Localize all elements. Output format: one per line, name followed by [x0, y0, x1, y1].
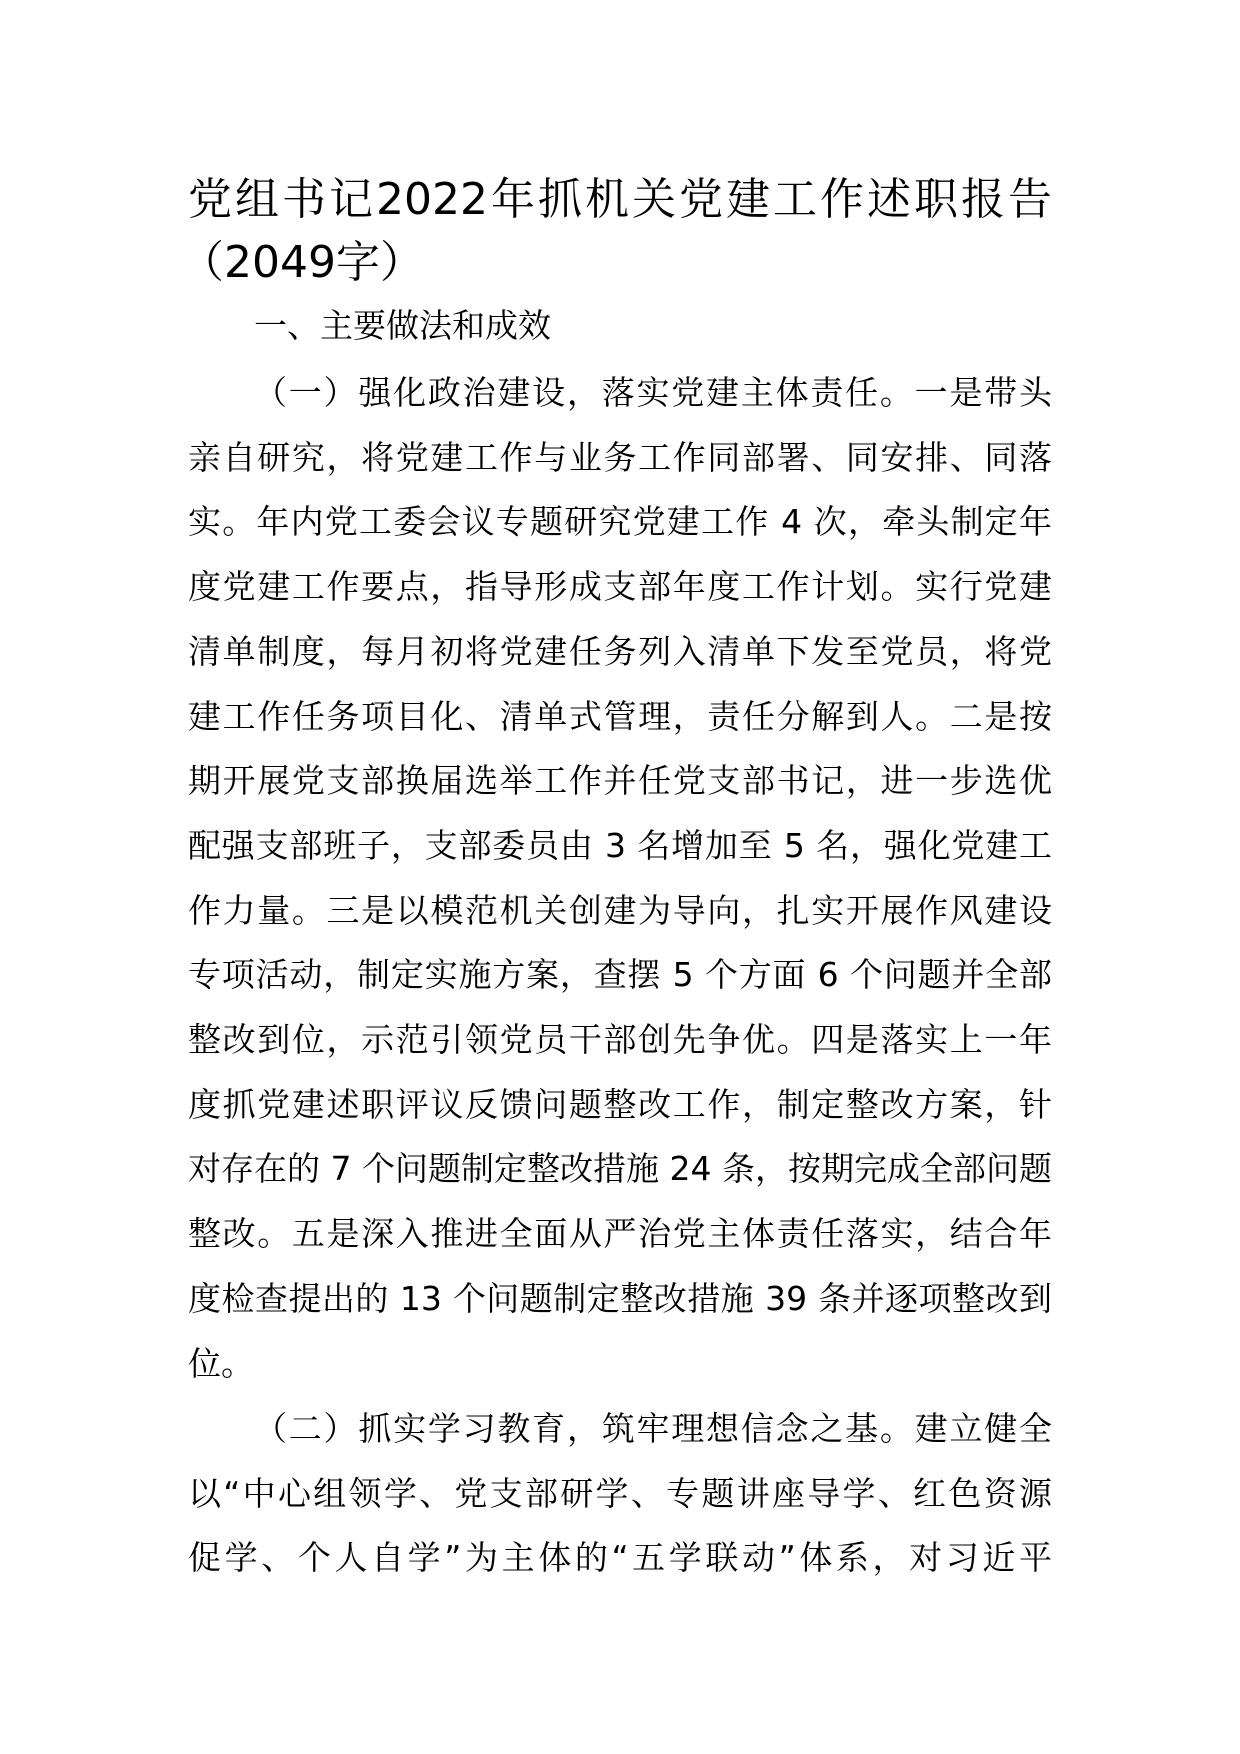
text-line: 位。 — [188, 1343, 254, 1383]
document-title-wordcount: （2049字） — [180, 237, 424, 288]
text-line: （二）抓实学习教育，筑牢理想信念之基。建立健全 — [254, 1409, 1052, 1448]
text-line: 配强支部班子，支部委员由 3 名增加至 5 名，强化党建工 — [188, 825, 1052, 865]
text-line: 度党建工作要点，指导形成支部年度工作计划。实行党建 — [188, 567, 1052, 607]
text-line: 清单制度，每月初将党建任务列入清单下发至党员，将党 — [188, 631, 1052, 671]
text-line: 对存在的 7 个问题制定整改措施 24 条，按期完成全部问题 — [188, 1149, 1052, 1189]
text-line: 亲自研究，将党建工作与业务工作同部署、同安排、同落 — [188, 437, 1052, 477]
text-line: 整改到位，示范引领党员干部创先争优。四是落实上一年 — [188, 1020, 1052, 1059]
text-line: 度抓党建述职评议反馈问题整改工作，制定整改方案，针 — [188, 1084, 1052, 1124]
section-heading: 一、主要做法和成效 — [254, 306, 551, 345]
text-line: 度检查提出的 13 个问题制定整改措施 39 条并逐项整改到 — [188, 1278, 1052, 1318]
text-line: （一）强化政治建设，落实党建主体责任。一是带头 — [254, 373, 1052, 412]
text-line: 促学、个人自学”为主体的“五学联动”体系，对习近平 — [188, 1538, 1052, 1578]
text-line: 建工作任务项目化、清单式管理，责任分解到人。二是按 — [188, 696, 1052, 736]
document-title: 党组书记2022年抓机关党建工作述职报告 — [188, 174, 1052, 225]
text-line: 实。年内党工委会议专题研究党建工作 4 次，牵头制定年 — [188, 502, 1052, 542]
text-line: 作力量。三是以模范机关创建为导向，扎实开展作风建设 — [188, 890, 1052, 930]
text-line: 以“中心组领学、党支部研学、专题讲座导学、红色资源 — [188, 1473, 1052, 1513]
text-line: 专项活动，制定实施方案，查摆 5 个方面 6 个问题并全部 — [188, 955, 1052, 995]
text-line: 整改。五是深入推进全面从严治党主体责任落实，结合年 — [188, 1214, 1052, 1254]
text-line: 期开展党支部换届选举工作并任党支部书记，进一步选优 — [188, 761, 1052, 801]
